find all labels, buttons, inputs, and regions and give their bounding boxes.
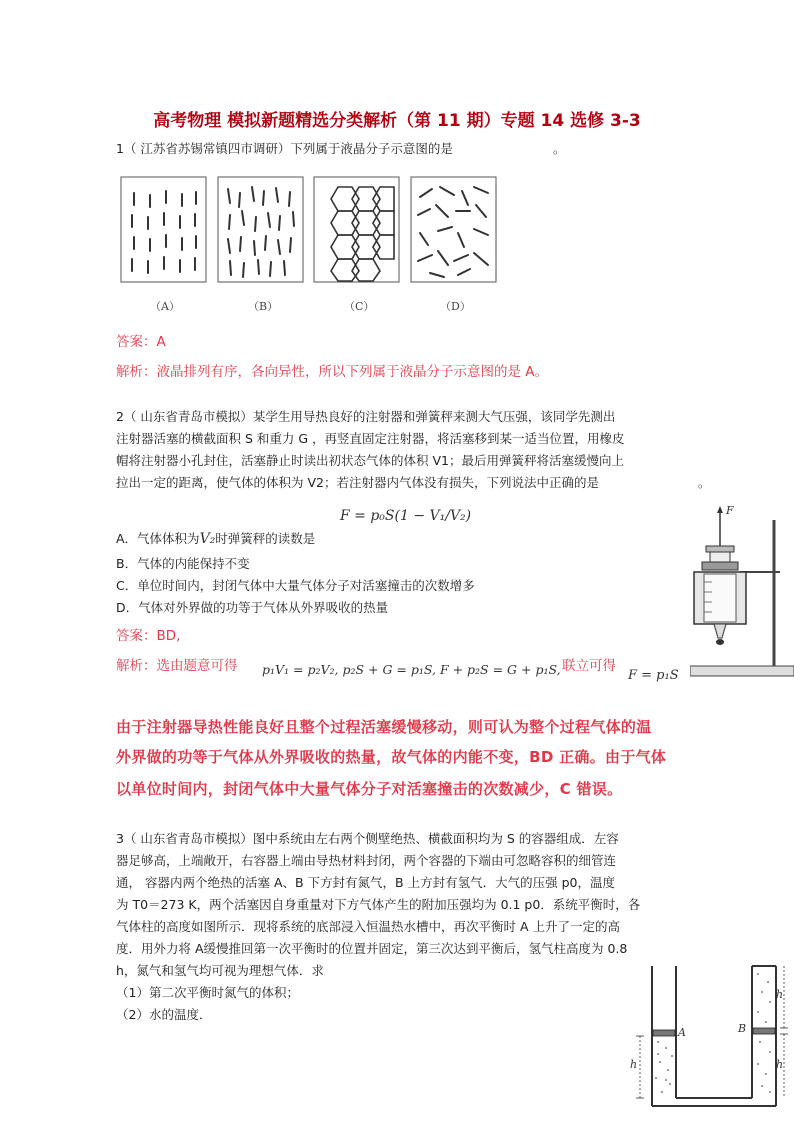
q2-option-b: B．气体的内能保持不变 <box>116 556 250 571</box>
caption-d: （D） <box>440 300 471 313</box>
page-title: 高考物理 模拟新题精选分类解析（第 11 期）专题 14 选修 3-3 <box>153 111 641 131</box>
piston-a-label: A <box>678 1026 686 1039</box>
q1-stem: 1（ 江苏省苏锡常镇四市调研）下列属于液晶分子示意图的是 <box>116 141 453 156</box>
syringe-force-label: F <box>726 504 734 517</box>
q1-figure <box>118 175 508 320</box>
height-label-left: h <box>630 1058 638 1071</box>
diagram-c <box>314 177 399 282</box>
q3-stem-line-3: 通， 容器内两个绝热的活塞 A、B 下方封有氮气，B 上方封有氢气．大气的压强 p0，温度 <box>116 875 615 890</box>
q2-stem-line-1: 2（ 山东省青岛市模拟）某学生用导热良好的注射器和弹簧秤来测大气压强，该同学先测出 <box>116 409 616 424</box>
q1-end: 。 <box>553 141 566 156</box>
q2-stem-line-3: 帽将注射器小孔封住，活塞静止时读出初状态气体的体积 V1；最后用弹簧秤将活塞缓慢向上 <box>116 453 624 468</box>
q2-option-a <box>116 528 315 550</box>
syringe-figure-svg <box>690 500 794 690</box>
q2-option-a-pre: A．气体体积为 <box>116 531 200 546</box>
q3-stem-line-5: 气体柱的高度如图所示．现将系统的底部浸入恒温热水槽中，再次平衡时 A 上升了一定的高 <box>116 919 620 934</box>
q2-answer: 答案：BD, <box>116 628 181 644</box>
q1-analysis: 解析：液晶排列有序，各向异性，所以下列属于液晶分子示意图的是 A。 <box>116 364 549 380</box>
q2-stem-line-2: 注射器活塞的横截面积 S 和重力 G ，再竖直固定注射器，将活塞移到某一适当位置，用橡皮 <box>116 431 625 446</box>
diagram-d <box>411 177 496 282</box>
q2-analysis-line-1: 由于注射器导热性能良好且整个过程活塞缓慢移动，则可认为整个过程气体的温 <box>116 718 652 736</box>
q3-sub-1: （1）第二次平衡时氮气的体积； <box>116 985 299 1000</box>
q2-analysis-pre: 解析：选由题意可得 <box>116 658 238 674</box>
q2-option-a-v2: V₂ <box>199 531 216 547</box>
q3-sub-2: （2）水的温度． <box>116 1007 212 1022</box>
caption-b: （B） <box>248 300 279 313</box>
caption-c: （C） <box>344 300 375 313</box>
q3-stem-line-4: 为 T0＝273 K，两个活塞因自身重量对下方气体产生的附加压强均为 0.1 p0．系统平衡时，各 <box>116 897 641 912</box>
q2-analysis-line-3: 以单位时间内，封闭气体中大量气体分子对活塞撞击的次数减少，C 错误。 <box>116 780 623 798</box>
q2-option-d: D．气体对外界做的功等于气体从外界吸收的热量 <box>116 600 389 615</box>
height-label-right-bottom: h <box>776 1058 784 1071</box>
q3-stem-line-6: 度．用外力将 A缓慢推回第一次平衡时的位置并固定，第三次达到平衡后，氢气柱高度为 0.8 <box>116 941 628 956</box>
q2-formula-f: F = p₀S(1 − V₁/V₂) <box>340 508 472 524</box>
q3-stem-line-1: 3（ 山东省青岛市模拟）图中系统由左右两个侧壁绝热、横截面积均为 S 的容器组成．左容 <box>116 831 619 846</box>
diagram-a <box>121 177 206 282</box>
q3-stem-line-7: h，氮气和氢气均可视为理想气体．求 <box>116 963 324 978</box>
container-figure-svg <box>630 962 790 1112</box>
q3-stem-line-2: 器足够高，上端敞开，右容器上端由导热材料封闭，两个容器的下端由可忽略容积的细管连 <box>116 853 617 868</box>
q2-stem-line-4: 拉出一定的距离，使气体的体积为 V2；若注射器内气体没有损失，下列说法中正确的是 <box>116 475 599 490</box>
q2-stem-end: 。 <box>698 475 711 490</box>
q2-option-a-post: 时弹簧秤的读数是 <box>215 531 316 546</box>
q2-analysis-result: F = p₁S <box>628 668 679 683</box>
caption-a: （A） <box>150 300 180 313</box>
q2-option-c: C．单位时间内，封闭气体中大量气体分子对活塞撞击的次数增多 <box>116 578 475 593</box>
diagram-b <box>218 177 303 282</box>
syringe-figure <box>690 500 794 690</box>
q1-answer: 答案：A <box>116 334 166 350</box>
piston-b-label: B <box>738 1022 747 1035</box>
container-figure <box>630 962 790 1112</box>
q2-analysis-equations: p₁V₁ = p₂V₂, p₂S + G = p₁S, F + p₂S = G + p₁S, <box>262 662 561 677</box>
q2-analysis-mid: 联立可得 <box>562 658 616 674</box>
q2-analysis-line-2: 外界做的功等于气体从外界吸收的热量，故气体的内能不变，BD 正确。由于气体 <box>116 748 667 766</box>
height-label-right-top: h <box>776 988 784 1001</box>
